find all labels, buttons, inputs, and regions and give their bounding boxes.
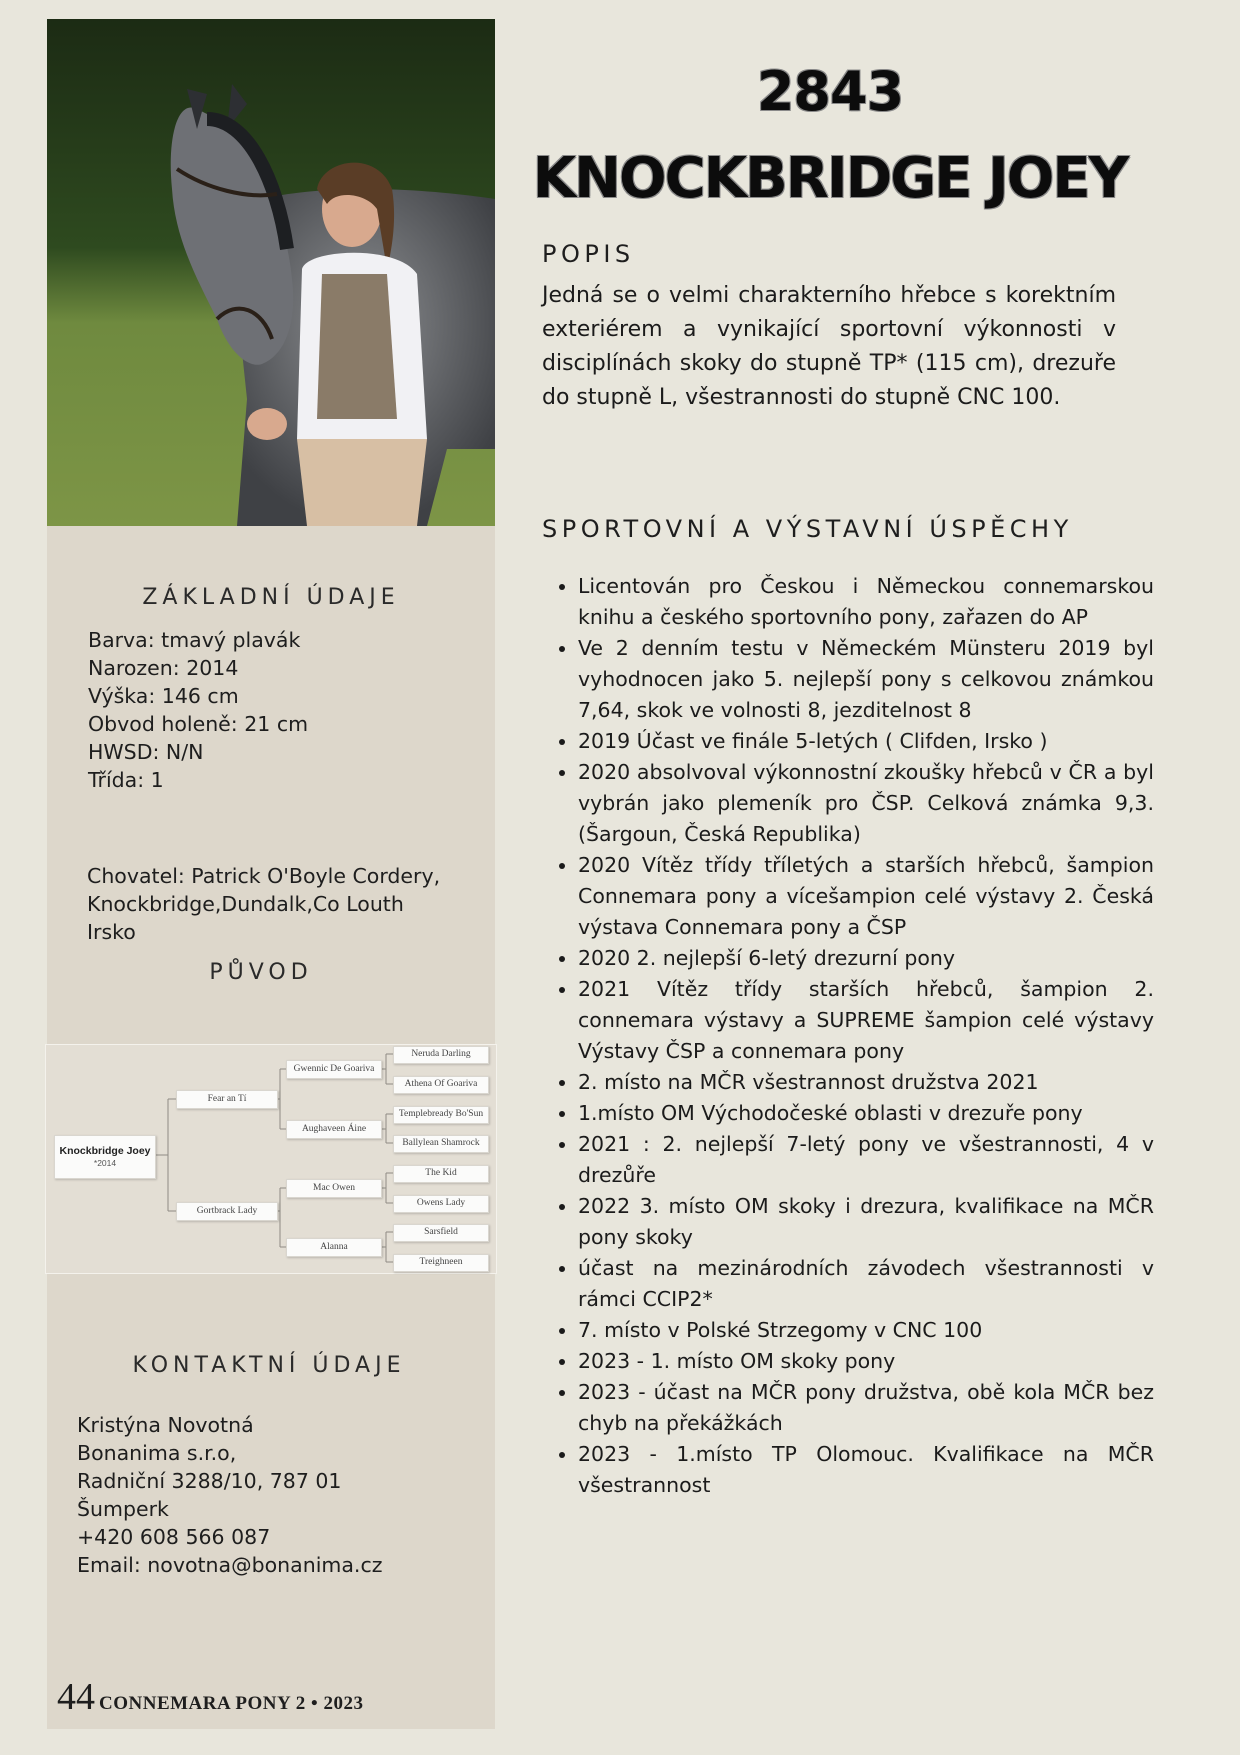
pedigree-grandparent: Aughaveen Áine [286,1120,382,1139]
achievement-item: • 2021 Vítěz třídy starších hřebců, šampion 2. connemara výstavy a SUPREME šampion celé výstavy Výstavy ČSP a connemara pony [578,974,1154,1067]
page-footer [57,1675,363,1719]
pedigree-subject-name: Knockbridge Joey [59,1145,151,1158]
pedigree-chart [45,1044,497,1274]
sidebar [47,19,495,1729]
contact-email: Email: novotna@bonanima.cz [77,1553,383,1577]
pedigree-sire: Fear an Tí [176,1090,278,1109]
pedigree-dam: Gortbrack Lady [176,1202,278,1221]
achievement-item: • 2023 - účast na MČR pony družstva, obě kola MČR bez chyb na překážkách [578,1377,1154,1439]
contact-name: Kristýna Novotná [77,1413,254,1437]
breeder-line: Knockbridge,Dundalk,Co Louth [87,892,404,916]
pedigree-grandparent: Alanna [286,1238,382,1257]
pedigree-subject [54,1135,156,1179]
achievement-item: • účast na mezinárodních závodech všestrannosti v rámci CCIP2* [578,1253,1154,1315]
achievement-item: • 2020 absolvoval výkonnostní zkoušky hřebců v ČR a byl vybrán jako plemeník pro ČSP. Celková známka 9,3. (Šargoun, Česká Republika) [578,757,1154,850]
horse-and-handler-photo-icon [47,19,495,526]
magazine-name: CONNEMARA PONY 2 • 2023 [99,1693,364,1714]
contact-city: Šumperk [77,1497,169,1521]
achievement-item: • 2019 Účast ve finále 5-letých ( Clifden, Irsko ) [578,726,1154,757]
pedigree-great-grandparent: Sarsfield [393,1224,489,1242]
pedigree-great-grandparent: Athena Of Goariva [393,1076,489,1094]
basic-info-cannon: Obvod holeně: 21 cm [88,712,309,736]
achievement-item: • 7. místo v Polské Strzegomy v CNC 100 [578,1315,1154,1346]
pedigree-great-grandparent: Neruda Darling [393,1046,489,1064]
basic-info-height: Výška: 146 cm [88,684,239,708]
breeder-line: Chovatel: Patrick O'Boyle Cordery, [87,864,441,888]
basic-info-color: Barva: tmavý plavák [88,628,301,652]
basic-info-heading: ZÁKLADNÍ ÚDAJE [142,585,400,610]
achievement-item: • 2023 - 1.místo TP Olomouc. Kvalifikace na MČR všestrannost [578,1439,1154,1501]
page-number: 44 [57,1676,95,1718]
pedigree-subject-year: *2014 [93,1158,117,1169]
horse-photo [47,19,495,526]
basic-info-born: Narozen: 2014 [88,656,239,680]
pedigree-heading: PŮVOD [209,960,313,985]
basic-info-hwsd: HWSD: N/N [88,740,204,764]
achievement-item: • 2020 2. nejlepší 6-letý drezurní pony [578,943,1154,974]
pedigree-grandparent: Mac Owen [286,1179,382,1198]
breeder-info [87,862,440,946]
pedigree-great-grandparent: Ballylean Shamrock [393,1135,489,1153]
pedigree-great-grandparent: The Kid [393,1165,489,1183]
contact-heading: KONTAKTNÍ ÚDAJE [132,1353,406,1378]
pedigree-great-grandparent: Templebready Bo'Sun [393,1106,489,1124]
pedigree-great-grandparent: Treighneen [393,1254,489,1272]
achievement-item: • 2. místo na MČR všestrannost družstva 2021 [578,1067,1154,1098]
pedigree-great-grandparent: Owens Lady [393,1195,489,1213]
contact-street: Radniční 3288/10, 787 01 [77,1469,342,1493]
horse-number: 2843 [756,60,904,123]
basic-info-class: Třída: 1 [88,768,164,792]
pedigree-grandparent: Gwennic De Goariva [286,1060,382,1079]
achievements-heading: SPORTOVNÍ A VÝSTAVNÍ ÚSPĚCHY [542,515,1073,543]
description-heading: POPIS [542,240,635,268]
horse-name: KNOCKBRIDGE JOEY [532,146,1128,211]
achievement-item: • 2020 Vítěz třídy tříletých a starších hřebců, šampion Connemara pony a vícešampion celé výstavy 2. Česká výstava Connemara pony a ČSP [578,850,1154,943]
achievement-item: • 2023 - 1. místo OM skoky pony [578,1346,1154,1377]
contact-company: Bonanima s.r.o, [77,1441,237,1465]
achievement-item: • 2021 : 2. nejlepší 7-letý pony ve všestrannosti, 4 v drezůře [578,1129,1154,1191]
contact-phone: +420 608 566 087 [77,1525,271,1549]
breeder-line: Irsko [87,920,136,944]
achievement-item: • 1.místo OM Východočeské oblasti v drezuře pony [578,1098,1154,1129]
basic-info-list [88,626,308,794]
achievements-list [540,571,1154,1501]
achievement-item: • Ve 2 denním testu v Německém Münsteru 2019 byl vyhodnocen jako 5. nejlepší pony s celkovou známkou 7,64, skok ve volnosti 8, jezditelnost 8 [578,633,1154,726]
description-text: Jedná se o velmi charakterního hřebce s korektním exteriérem a vynikající sportovní výkonnosti v disciplínách skoky do stupně TP* (115 cm), drezuře do stupně L, všestrannosti do stupně CNC 100. [542,283,1116,410]
achievement-item: • 2022 3. místo OM skoky i drezura, kvalifikace na MČR pony skoky [578,1191,1154,1253]
contact-info [77,1411,382,1579]
achievement-item: • Licentován pro Českou i Německou connemarskou knihu a českého sportovního pony, zařazen do AP [578,571,1154,633]
